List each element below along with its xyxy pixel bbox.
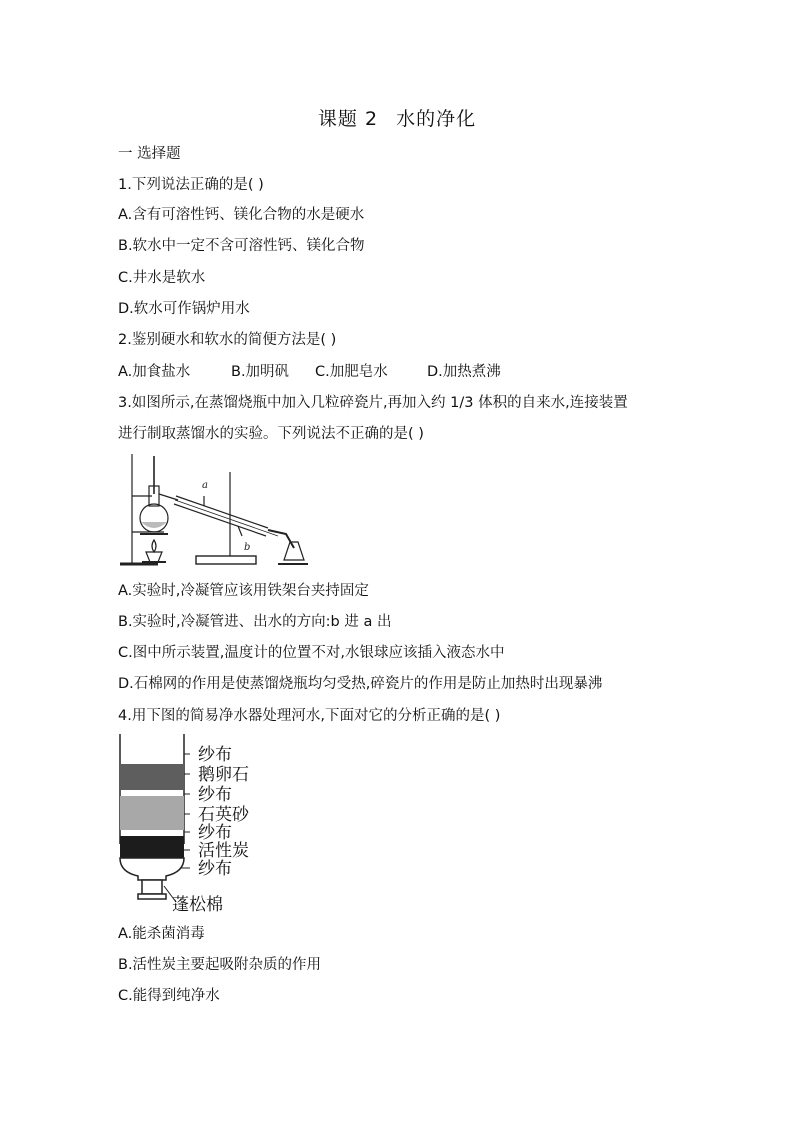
bottle-cap (142, 880, 162, 894)
section-heading: 一 选择题 (118, 146, 181, 162)
label-a: a (202, 480, 208, 491)
layer-label-gauze-2: 纱布 (198, 785, 232, 805)
q1-option-c: C.井水是软水 (118, 270, 206, 286)
condenser-outer-top (176, 496, 268, 528)
layer-label-pebble: 鹅卵石 (198, 765, 249, 785)
layer-label-activated-carbon: 活性炭 (198, 841, 249, 861)
bottle-neck (120, 858, 184, 880)
activated-carbon-layer (120, 836, 184, 858)
adapter (268, 530, 294, 548)
lamp-flame (152, 540, 156, 552)
q2-option-c: C.加肥皂水 (315, 364, 388, 380)
pebble-layer (120, 764, 184, 790)
q3-stem-line1: 3.如图所示,在蒸馏烧瓶中加入几粒碎瓷片,再加入约 1/3 体积的自来水,连接装置 (118, 395, 628, 411)
lesson-number: 课题 2 (317, 108, 379, 130)
stand-base-right (196, 556, 256, 564)
q3-stem-line2: 进行制取蒸馏水的实验。下列说法不正确的是( ) (118, 426, 424, 442)
receiving-flask (284, 542, 304, 560)
purifier-bottle (120, 734, 190, 902)
q1-option-a: A.含有可溶性钙、镁化合物的水是硬水 (118, 207, 365, 223)
layer-label-gauze-1: 纱布 (198, 745, 232, 765)
page-title (0, 104, 794, 131)
q4-option-b: B.活性炭主要起吸附杂质的作用 (118, 957, 322, 973)
q1-option-b: B.软水中一定不含可溶性钙、镁化合物 (118, 238, 365, 254)
q1-stem: 1.下列说法正确的是( ) (118, 177, 264, 193)
q3-option-a: A.实验时,冷凝管应该用铁架台夹持固定 (118, 583, 369, 599)
q3-option-d: D.石棉网的作用是使蒸馏烧瓶均匀受热,碎瓷片的作用是防止加热时出现暴沸 (118, 676, 603, 692)
condenser-outer-bottom (174, 504, 266, 536)
q1-option-d: D.软水可作锅炉用水 (118, 301, 250, 317)
quartz-sand-layer (120, 796, 184, 830)
layer-label-gauze-3: 纱布 (198, 823, 232, 843)
q2-option-d: D.加热煮沸 (427, 364, 501, 380)
q3-option-b: B.实验时,冷凝管进、出水的方向:b 进 a 出 (118, 614, 392, 630)
q2-option-b: B.加明矾 (231, 364, 290, 380)
layer-label-cotton: 蓬松棉 (172, 895, 223, 915)
q2-stem: 2.鉴别硬水和软水的简便方法是( ) (118, 332, 337, 348)
distillation-apparatus-figure (118, 452, 323, 570)
q4-option-c: C.能得到纯净水 (118, 988, 220, 1004)
alcohol-lamp (146, 552, 162, 562)
water-purifier-figure (114, 734, 274, 916)
lesson-topic: 水的净化 (396, 108, 477, 130)
layer-label-gauze-4: 纱布 (198, 859, 232, 879)
label-b: b (244, 542, 251, 553)
q4-option-a: A.能杀菌消毒 (118, 926, 205, 942)
layer-label-quartz-sand: 石英砂 (198, 805, 249, 825)
q2-options (118, 362, 501, 382)
q2-option-a: A.加食盐水 (118, 364, 191, 380)
q3-option-c: C.图中所示装置,温度计的位置不对,水银球应该插入液态水中 (118, 645, 505, 661)
q4-stem: 4.用下图的简易净水器处理河水,下面对它的分析正确的是( ) (118, 708, 501, 724)
side-arm (159, 494, 178, 500)
